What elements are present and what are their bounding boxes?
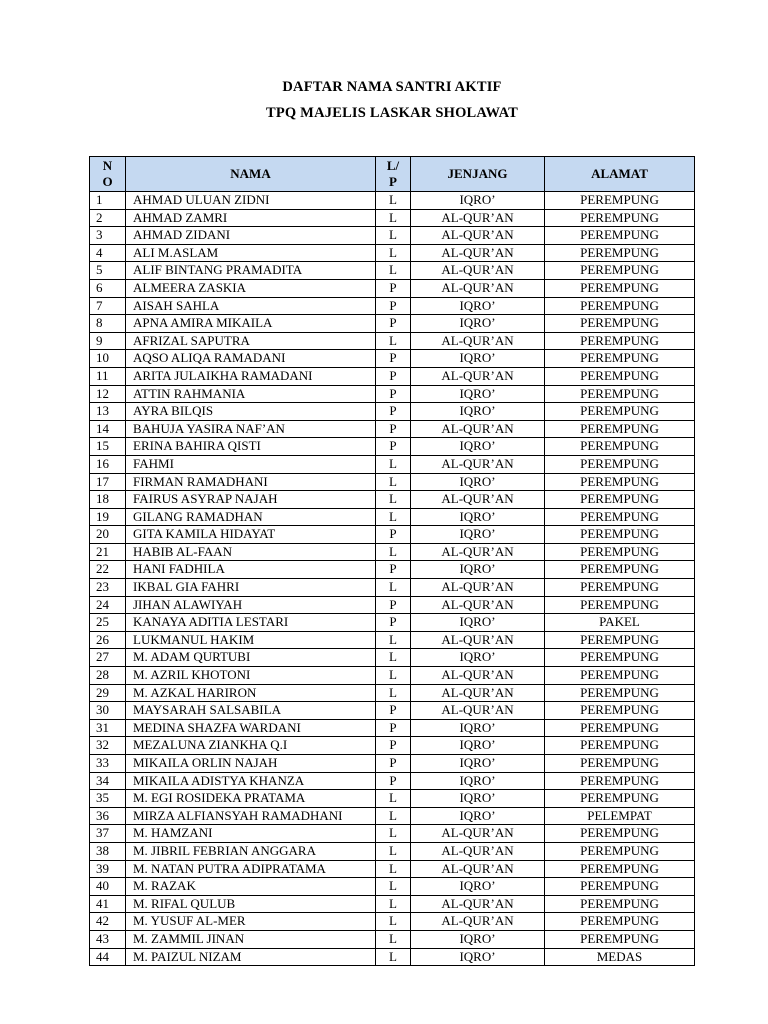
cell-nama: MEZALUNA ZIANKHA Q.I <box>126 737 376 755</box>
cell-no: 22 <box>90 561 126 579</box>
cell-alamat: PEREMPUNG <box>545 842 695 860</box>
cell-alamat: PEREMPUNG <box>545 596 695 614</box>
cell-alamat: PEREMPUNG <box>545 315 695 333</box>
cell-no: 4 <box>90 244 126 262</box>
cell-nama: M. AZKAL HARIRON <box>126 684 376 702</box>
cell-lp: L <box>376 227 411 245</box>
cell-jenjang: IQRO’ <box>411 755 545 773</box>
cell-lp: L <box>376 895 411 913</box>
cell-alamat: PEREMPUNG <box>545 755 695 773</box>
cell-nama: M. JIBRIL FEBRIAN ANGGARA <box>126 842 376 860</box>
cell-alamat: PEREMPUNG <box>545 649 695 667</box>
cell-lp: L <box>376 244 411 262</box>
cell-lp: L <box>376 649 411 667</box>
cell-lp: P <box>376 420 411 438</box>
table-row <box>90 807 695 825</box>
cell-jenjang: IQRO’ <box>411 614 545 632</box>
cell-no: 31 <box>90 719 126 737</box>
cell-jenjang: AL-QUR’AN <box>411 579 545 597</box>
cell-no: 28 <box>90 667 126 685</box>
cell-jenjang: AL-QUR’AN <box>411 842 545 860</box>
table-row <box>90 403 695 421</box>
cell-nama: M. RAZAK <box>126 878 376 896</box>
cell-jenjang: IQRO’ <box>411 403 545 421</box>
cell-no: 32 <box>90 737 126 755</box>
cell-alamat: PEREMPUNG <box>545 279 695 297</box>
cell-jenjang: IQRO’ <box>411 526 545 544</box>
cell-lp: L <box>376 543 411 561</box>
cell-no: 29 <box>90 684 126 702</box>
cell-jenjang: IQRO’ <box>411 948 545 966</box>
cell-no: 7 <box>90 297 126 315</box>
cell-alamat: MEDAS <box>545 948 695 966</box>
table-row <box>90 561 695 579</box>
table-row <box>90 860 695 878</box>
table-row <box>90 192 695 210</box>
cell-lp: P <box>376 526 411 544</box>
cell-nama: ALIF BINTANG PRAMADITA <box>126 262 376 280</box>
cell-nama: AHMAD ZIDANI <box>126 227 376 245</box>
cell-no: 37 <box>90 825 126 843</box>
cell-lp: P <box>376 702 411 720</box>
cell-no: 17 <box>90 473 126 491</box>
cell-alamat: PEREMPUNG <box>545 332 695 350</box>
table-row <box>90 579 695 597</box>
cell-no: 1 <box>90 192 126 210</box>
cell-nama: ALI M.ASLAM <box>126 244 376 262</box>
cell-jenjang: IQRO’ <box>411 649 545 667</box>
cell-no: 44 <box>90 948 126 966</box>
cell-jenjang: IQRO’ <box>411 473 545 491</box>
cell-jenjang: IQRO’ <box>411 297 545 315</box>
cell-alamat: PEREMPUNG <box>545 508 695 526</box>
cell-jenjang: AL-QUR’AN <box>411 455 545 473</box>
header-alamat: ALAMAT <box>545 157 695 192</box>
cell-jenjang: AL-QUR’AN <box>411 702 545 720</box>
cell-nama: FAIRUS ASYRAP NAJAH <box>126 491 376 509</box>
header-jenjang: JENJANG <box>411 157 545 192</box>
cell-jenjang: AL-QUR’AN <box>411 913 545 931</box>
cell-nama: MIKAILA ADISTYA KHANZA <box>126 772 376 790</box>
cell-jenjang: IQRO’ <box>411 772 545 790</box>
cell-no: 3 <box>90 227 126 245</box>
cell-lp: P <box>376 279 411 297</box>
cell-jenjang: IQRO’ <box>411 385 545 403</box>
cell-no: 9 <box>90 332 126 350</box>
cell-nama: AHMAD ZAMRI <box>126 209 376 227</box>
table-row <box>90 667 695 685</box>
cell-alamat: PEREMPUNG <box>545 403 695 421</box>
cell-jenjang: AL-QUR’AN <box>411 860 545 878</box>
header-lp <box>376 157 411 192</box>
cell-nama: MIKAILA ORLIN NAJAH <box>126 755 376 773</box>
table-row <box>90 297 695 315</box>
table-row <box>90 825 695 843</box>
cell-no: 5 <box>90 262 126 280</box>
cell-nama: ARITA JULAIKHA RAMADANI <box>126 367 376 385</box>
cell-no: 41 <box>90 895 126 913</box>
cell-alamat: PEREMPUNG <box>545 631 695 649</box>
table-row <box>90 596 695 614</box>
cell-nama: GITA KAMILA HIDAYAT <box>126 526 376 544</box>
cell-nama: AHMAD ULUAN ZIDNI <box>126 192 376 210</box>
cell-alamat: PEREMPUNG <box>545 526 695 544</box>
cell-no: 6 <box>90 279 126 297</box>
table-row <box>90 930 695 948</box>
table-row <box>90 842 695 860</box>
cell-alamat: PEREMPUNG <box>545 772 695 790</box>
cell-nama: M. AZRIL KHOTONI <box>126 667 376 685</box>
cell-jenjang: IQRO’ <box>411 790 545 808</box>
cell-no: 20 <box>90 526 126 544</box>
cell-lp: L <box>376 491 411 509</box>
cell-jenjang: IQRO’ <box>411 930 545 948</box>
cell-nama: HANI FADHILA <box>126 561 376 579</box>
cell-no: 18 <box>90 491 126 509</box>
table-row <box>90 279 695 297</box>
cell-jenjang: AL-QUR’AN <box>411 684 545 702</box>
santri-table <box>89 156 695 966</box>
cell-nama: M. YUSUF AL-MER <box>126 913 376 931</box>
cell-jenjang: AL-QUR’AN <box>411 244 545 262</box>
cell-nama: M. EGI ROSIDEKA PRATAMA <box>126 790 376 808</box>
cell-alamat: PEREMPUNG <box>545 860 695 878</box>
cell-lp: P <box>376 596 411 614</box>
table-row <box>90 948 695 966</box>
table-row <box>90 878 695 896</box>
cell-nama: AFRIZAL SAPUTRA <box>126 332 376 350</box>
cell-no: 30 <box>90 702 126 720</box>
cell-no: 27 <box>90 649 126 667</box>
table-row <box>90 772 695 790</box>
table-row <box>90 438 695 456</box>
cell-no: 15 <box>90 438 126 456</box>
cell-no: 23 <box>90 579 126 597</box>
cell-nama: HABIB AL-FAAN <box>126 543 376 561</box>
cell-lp: P <box>376 385 411 403</box>
cell-lp: L <box>376 667 411 685</box>
cell-nama: M. HAMZANI <box>126 825 376 843</box>
cell-alamat: PEREMPUNG <box>545 684 695 702</box>
header-lp-top: L/ <box>386 158 400 173</box>
cell-no: 33 <box>90 755 126 773</box>
cell-jenjang: AL-QUR’AN <box>411 895 545 913</box>
header-no-top: N <box>102 158 113 173</box>
cell-no: 34 <box>90 772 126 790</box>
cell-lp: L <box>376 262 411 280</box>
cell-jenjang: AL-QUR’AN <box>411 227 545 245</box>
cell-alamat: PEREMPUNG <box>545 825 695 843</box>
cell-jenjang: IQRO’ <box>411 350 545 368</box>
table-row <box>90 262 695 280</box>
cell-jenjang: AL-QUR’AN <box>411 543 545 561</box>
cell-alamat: PEREMPUNG <box>545 737 695 755</box>
cell-lp: P <box>376 561 411 579</box>
cell-nama: ATTIN RAHMANIA <box>126 385 376 403</box>
table-row <box>90 526 695 544</box>
cell-nama: JIHAN ALAWIYAH <box>126 596 376 614</box>
cell-alamat: PEREMPUNG <box>545 895 695 913</box>
cell-jenjang: AL-QUR’AN <box>411 367 545 385</box>
cell-no: 14 <box>90 420 126 438</box>
cell-jenjang: AL-QUR’AN <box>411 279 545 297</box>
table-row <box>90 614 695 632</box>
table-row <box>90 684 695 702</box>
table-row <box>90 913 695 931</box>
cell-no: 13 <box>90 403 126 421</box>
cell-lp: L <box>376 508 411 526</box>
cell-jenjang: IQRO’ <box>411 807 545 825</box>
cell-alamat: PEREMPUNG <box>545 367 695 385</box>
cell-no: 16 <box>90 455 126 473</box>
cell-alamat: PEREMPUNG <box>545 209 695 227</box>
cell-nama: LUKMANUL HAKIM <box>126 631 376 649</box>
table-row <box>90 473 695 491</box>
cell-no: 40 <box>90 878 126 896</box>
cell-nama: MAYSARAH SALSABILA <box>126 702 376 720</box>
cell-no: 42 <box>90 913 126 931</box>
cell-jenjang: IQRO’ <box>411 561 545 579</box>
cell-jenjang: AL-QUR’AN <box>411 262 545 280</box>
cell-no: 24 <box>90 596 126 614</box>
cell-nama: MIRZA ALFIANSYAH RAMADHANI <box>126 807 376 825</box>
cell-alamat: PEREMPUNG <box>545 297 695 315</box>
cell-nama: BAHUJA YASIRA NAF’AN <box>126 420 376 438</box>
cell-alamat: PEREMPUNG <box>545 719 695 737</box>
cell-lp: L <box>376 473 411 491</box>
cell-no: 10 <box>90 350 126 368</box>
cell-jenjang: AL-QUR’AN <box>411 825 545 843</box>
cell-alamat: PEREMPUNG <box>545 438 695 456</box>
table-body <box>90 192 695 966</box>
cell-jenjang: AL-QUR’AN <box>411 332 545 350</box>
cell-nama: M. ADAM QURTUBI <box>126 649 376 667</box>
cell-lp: P <box>376 614 411 632</box>
table-row <box>90 385 695 403</box>
header-no <box>90 157 126 192</box>
cell-no: 19 <box>90 508 126 526</box>
table-row <box>90 508 695 526</box>
cell-nama: M. PAIZUL NIZAM <box>126 948 376 966</box>
cell-no: 26 <box>90 631 126 649</box>
cell-lp: P <box>376 438 411 456</box>
cell-no: 8 <box>90 315 126 333</box>
cell-alamat: PEREMPUNG <box>545 878 695 896</box>
cell-lp: L <box>376 684 411 702</box>
cell-alamat: PAKEL <box>545 614 695 632</box>
cell-alamat: PEREMPUNG <box>545 579 695 597</box>
cell-no: 38 <box>90 842 126 860</box>
table-row <box>90 244 695 262</box>
table-row <box>90 491 695 509</box>
table-row <box>90 332 695 350</box>
cell-nama: AISAH SAHLA <box>126 297 376 315</box>
cell-alamat: PEREMPUNG <box>545 667 695 685</box>
cell-lp: L <box>376 455 411 473</box>
cell-alamat: PEREMPUNG <box>545 790 695 808</box>
cell-alamat: PEREMPUNG <box>545 702 695 720</box>
cell-no: 35 <box>90 790 126 808</box>
cell-lp: P <box>376 367 411 385</box>
cell-lp: L <box>376 825 411 843</box>
document-subtitle: TPQ MAJELIS LASKAR SHOLAWAT <box>265 105 519 121</box>
cell-lp: L <box>376 860 411 878</box>
cell-no: 21 <box>90 543 126 561</box>
cell-nama: MEDINA SHAZFA WARDANI <box>126 719 376 737</box>
cell-jenjang: IQRO’ <box>411 438 545 456</box>
cell-jenjang: IQRO’ <box>411 878 545 896</box>
cell-nama: GILANG RAMADHAN <box>126 508 376 526</box>
cell-no: 11 <box>90 367 126 385</box>
table-row <box>90 790 695 808</box>
table-row <box>90 315 695 333</box>
cell-jenjang: IQRO’ <box>411 192 545 210</box>
cell-lp: L <box>376 579 411 597</box>
cell-jenjang: IQRO’ <box>411 719 545 737</box>
cell-no: 12 <box>90 385 126 403</box>
table-row <box>90 755 695 773</box>
cell-nama: AYRA BILQIS <box>126 403 376 421</box>
table-row <box>90 209 695 227</box>
cell-lp: L <box>376 807 411 825</box>
cell-alamat: PEREMPUNG <box>545 420 695 438</box>
cell-jenjang: AL-QUR’AN <box>411 631 545 649</box>
cell-lp: L <box>376 842 411 860</box>
cell-alamat: PEREMPUNG <box>545 543 695 561</box>
table-row <box>90 702 695 720</box>
cell-alamat: PEREMPUNG <box>545 262 695 280</box>
cell-alamat: PEREMPUNG <box>545 385 695 403</box>
cell-alamat: PELEMPAT <box>545 807 695 825</box>
table-row <box>90 649 695 667</box>
header-lp-bottom: P <box>389 174 397 189</box>
cell-lp: L <box>376 790 411 808</box>
cell-jenjang: IQRO’ <box>411 737 545 755</box>
cell-alamat: PEREMPUNG <box>545 350 695 368</box>
cell-lp: P <box>376 719 411 737</box>
cell-lp: P <box>376 772 411 790</box>
cell-lp: L <box>376 631 411 649</box>
table-row <box>90 350 695 368</box>
cell-alamat: PEREMPUNG <box>545 244 695 262</box>
cell-nama: FIRMAN RAMADHANI <box>126 473 376 491</box>
cell-lp: L <box>376 913 411 931</box>
cell-alamat: PEREMPUNG <box>545 913 695 931</box>
cell-jenjang: AL-QUR’AN <box>411 667 545 685</box>
table-row <box>90 543 695 561</box>
header-nama: NAMA <box>126 157 376 192</box>
cell-jenjang: IQRO’ <box>411 315 545 333</box>
cell-no: 43 <box>90 930 126 948</box>
cell-lp: P <box>376 350 411 368</box>
document-title: DAFTAR NAMA SANTRI AKTIF <box>282 79 502 95</box>
cell-lp: L <box>376 930 411 948</box>
cell-lp: L <box>376 332 411 350</box>
cell-lp: P <box>376 315 411 333</box>
cell-jenjang: AL-QUR’AN <box>411 209 545 227</box>
cell-alamat: PEREMPUNG <box>545 473 695 491</box>
cell-jenjang: IQRO’ <box>411 508 545 526</box>
table-row <box>90 895 695 913</box>
cell-lp: P <box>376 297 411 315</box>
cell-nama: AQSO ALIQA RAMADANI <box>126 350 376 368</box>
cell-alamat: PEREMPUNG <box>545 491 695 509</box>
cell-nama: M. RIFAL QULUB <box>126 895 376 913</box>
cell-lp: P <box>376 755 411 773</box>
cell-no: 36 <box>90 807 126 825</box>
table-row <box>90 455 695 473</box>
cell-no: 2 <box>90 209 126 227</box>
cell-lp: L <box>376 209 411 227</box>
cell-lp: L <box>376 192 411 210</box>
cell-no: 39 <box>90 860 126 878</box>
cell-jenjang: AL-QUR’AN <box>411 596 545 614</box>
cell-nama: APNA AMIRA MIKAILA <box>126 315 376 333</box>
table-row <box>90 631 695 649</box>
table-row <box>90 719 695 737</box>
table-row <box>90 367 695 385</box>
cell-alamat: PEREMPUNG <box>545 227 695 245</box>
cell-lp: P <box>376 737 411 755</box>
cell-nama: ALMEERA ZASKIA <box>126 279 376 297</box>
cell-alamat: PEREMPUNG <box>545 455 695 473</box>
cell-nama: M. NATAN PUTRA ADIPRATAMA <box>126 860 376 878</box>
cell-alamat: PEREMPUNG <box>545 561 695 579</box>
cell-lp: P <box>376 403 411 421</box>
cell-alamat: PEREMPUNG <box>545 930 695 948</box>
cell-lp: L <box>376 878 411 896</box>
cell-jenjang: AL-QUR’AN <box>411 420 545 438</box>
header-no-bottom: O <box>102 174 113 189</box>
table-row <box>90 420 695 438</box>
cell-nama: FAHMI <box>126 455 376 473</box>
cell-nama: ERINA BAHIRA QISTI <box>126 438 376 456</box>
cell-nama: M. ZAMMIL JINAN <box>126 930 376 948</box>
cell-nama: KANAYA ADITIA LESTARI <box>126 614 376 632</box>
table-row <box>90 227 695 245</box>
cell-lp: L <box>376 948 411 966</box>
cell-nama: IKBAL GIA FAHRI <box>126 579 376 597</box>
cell-jenjang: AL-QUR’AN <box>411 491 545 509</box>
cell-no: 25 <box>90 614 126 632</box>
table-header <box>90 157 695 192</box>
cell-alamat: PEREMPUNG <box>545 192 695 210</box>
table-row <box>90 737 695 755</box>
